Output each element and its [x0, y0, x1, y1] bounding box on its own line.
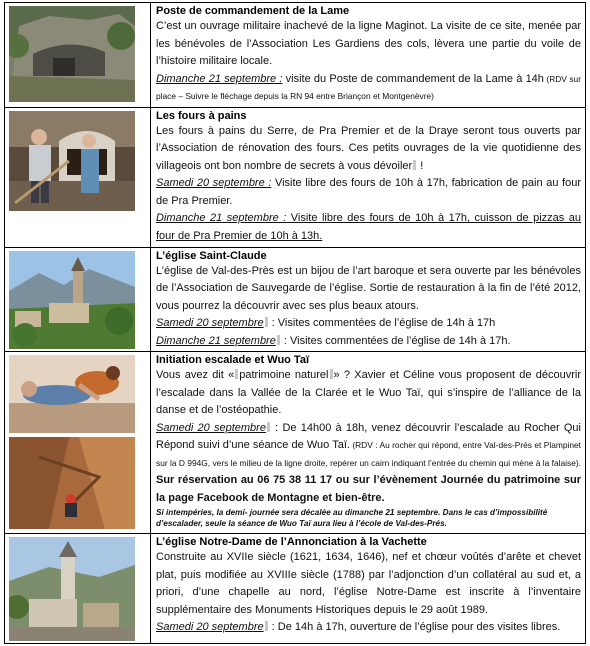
field-marker — [265, 317, 268, 327]
rdv-note: (RDV : Au rocher qui répond, entre Val-des-Prés et Plampinet sur la D 994G, vers le milieu de la ligne droite, repérer un cairn indiquant l’entrée du chemin qui mène à la falaise). — [156, 440, 582, 468]
schedule-line — [156, 71, 581, 106]
photo-cell — [5, 352, 151, 534]
photo-cell — [5, 247, 151, 352]
section-title: Initiation escalade et Wuo Taï — [156, 354, 310, 366]
schedule-text: : Visites commentées de l’église de 14h à 17h — [268, 317, 496, 329]
section-body: L’église de Val-des-Près est un bijou de l’art baroque et sera ouverte par les bénévoles de l’Association de Sauvegarde de l’église. Sortie de restauration à la fin de l’été 2012, vous pourrez la découvrir avec ses plus beaux atours. — [156, 264, 581, 312]
schedule-line — [156, 210, 581, 245]
body-part: Vous avez dit « — [156, 369, 235, 381]
photo-cell — [5, 107, 151, 247]
schedule-text: : De 14h00 à 18h, venez découvrir l’escalade au Rocher Qui Répond suivi d’une séance de Wuo Taï. — [156, 421, 581, 451]
table-row — [5, 3, 586, 108]
section-title: Les fours à pains — [156, 109, 247, 122]
wuo-tai-photo — [9, 355, 135, 433]
reservation-text: Sur réservation au 06 75 38 11 17 ou sur l’évènement Journée du patrimoine sur la page Facebook de Montagne et bien-être. — [156, 474, 581, 504]
field-marker — [413, 160, 416, 170]
schedule-line — [156, 333, 581, 351]
bread-oven-photo — [9, 111, 135, 211]
schedule-line — [156, 420, 581, 508]
bunker-photo — [9, 6, 135, 102]
schedule-date: Dimanche 21 septembre : — [156, 72, 283, 85]
rdv-note: (RDV sur place – Suivre le fléchage depuis la RN 94 entre Briançon et Montgenèvre) — [156, 73, 582, 101]
body-part: » ? Xavier et Céline vous proposent de découvrir l’escalade dans la Vallée de la Clarée et le Wuo Taï, qui s’inspire de l’alliance de la danse et de l’ostéopathie. — [156, 369, 582, 416]
schedule-line — [156, 619, 581, 637]
table-row — [5, 107, 586, 247]
schedule-text: visite du Poste de commandement de la Lame à 14h — [282, 72, 544, 85]
schedule-date: Samedi 20 septembre — [156, 421, 266, 434]
section-text — [151, 534, 586, 644]
field-marker — [330, 369, 333, 379]
section-text — [151, 107, 586, 247]
photo-cell — [5, 3, 151, 108]
field-marker — [277, 335, 280, 345]
section-text — [151, 247, 586, 352]
section-body — [156, 123, 581, 176]
notre-dame-church-photo — [9, 537, 135, 641]
section-title: Poste de commandement de la Lame — [156, 5, 350, 17]
program-table — [4, 2, 586, 644]
schedule-text: Visite libre des fours de 10h à 17h, cuisson de pizzas au four de Pra Premier de 10h à 13h. — [156, 212, 581, 242]
field-marker — [235, 369, 238, 379]
section-body: C’est un ouvrage militaire inachevé de la ligne Maginot. La visite de ce site, menée par les bénévoles de l’Association Les Gardiens des cols, lèvera une partie du voile de l’histoire militaire locale. — [156, 20, 581, 67]
schedule-text: : De 14h à 17h, ouverture de l’église pour des visites libres. — [268, 621, 561, 633]
table-row — [5, 352, 586, 534]
schedule-date: Dimanche 21 septembre — [156, 334, 276, 347]
section-body — [156, 367, 581, 420]
schedule-text: Visite libre des fours de 10h à 17h, fabrication de pain au four de Pra Premier. — [156, 177, 581, 207]
schedule-date: Samedi 20 septembre — [156, 317, 264, 329]
saint-claude-church-photo — [9, 251, 135, 349]
field-marker — [267, 422, 270, 432]
body-part: Les fours à pains du Serre, de Pra Premier et de la Draye seront tous ouverts par l’Association de rénovation des fours. Ces petits ouvrages de la vie quotidienne des villageois ont bon nombre de secrets à vous dévoiler — [156, 124, 581, 172]
field-marker — [265, 621, 268, 631]
schedule-date: Dimanche 21 septembre : — [156, 212, 287, 224]
section-text — [151, 352, 586, 534]
climbing-photo — [9, 437, 135, 529]
section-text — [151, 3, 586, 108]
schedule-date: Samedi 20 septembre — [156, 621, 264, 633]
body-part: patrimoine naturel — [239, 369, 329, 381]
schedule-line — [156, 175, 581, 210]
section-body: Construite au XVIIe siècle (1621, 1634, 1646), nef et chœur voûtés d’arête et chevet plat, puis modifiée au XVIIIe siècle (1788) par l’adjonction d’un collatéral au sud et, a priori, d’une chapelle au nord, l’église Notre-Dame est inscrite à l’inventaire supplémentaire des Monuments Historiques depuis le 29 août 1989. — [156, 551, 581, 616]
photo-cell — [5, 534, 151, 644]
schedule-date: Samedi 20 septembre : — [156, 177, 272, 189]
table-row — [5, 247, 586, 352]
schedule-text: : Visites commentées de l’église de 14h à 17h. — [280, 334, 511, 347]
schedule-line — [156, 315, 581, 333]
weather-note: Si intempéries, la demi- journée sera décalée au dimanche 21 septembre. Dans le cas d’impossibilité d’escalader, seule la séance de Wuo Taï aura lieu à l’école de Val-des-Prés. — [156, 508, 548, 528]
body-part: ! — [417, 159, 424, 172]
section-title: L’église Saint-Claude — [156, 249, 267, 262]
table-row — [5, 534, 586, 644]
section-title: L’église Notre-Dame de l’Annonciation à la Vachette — [156, 536, 427, 548]
